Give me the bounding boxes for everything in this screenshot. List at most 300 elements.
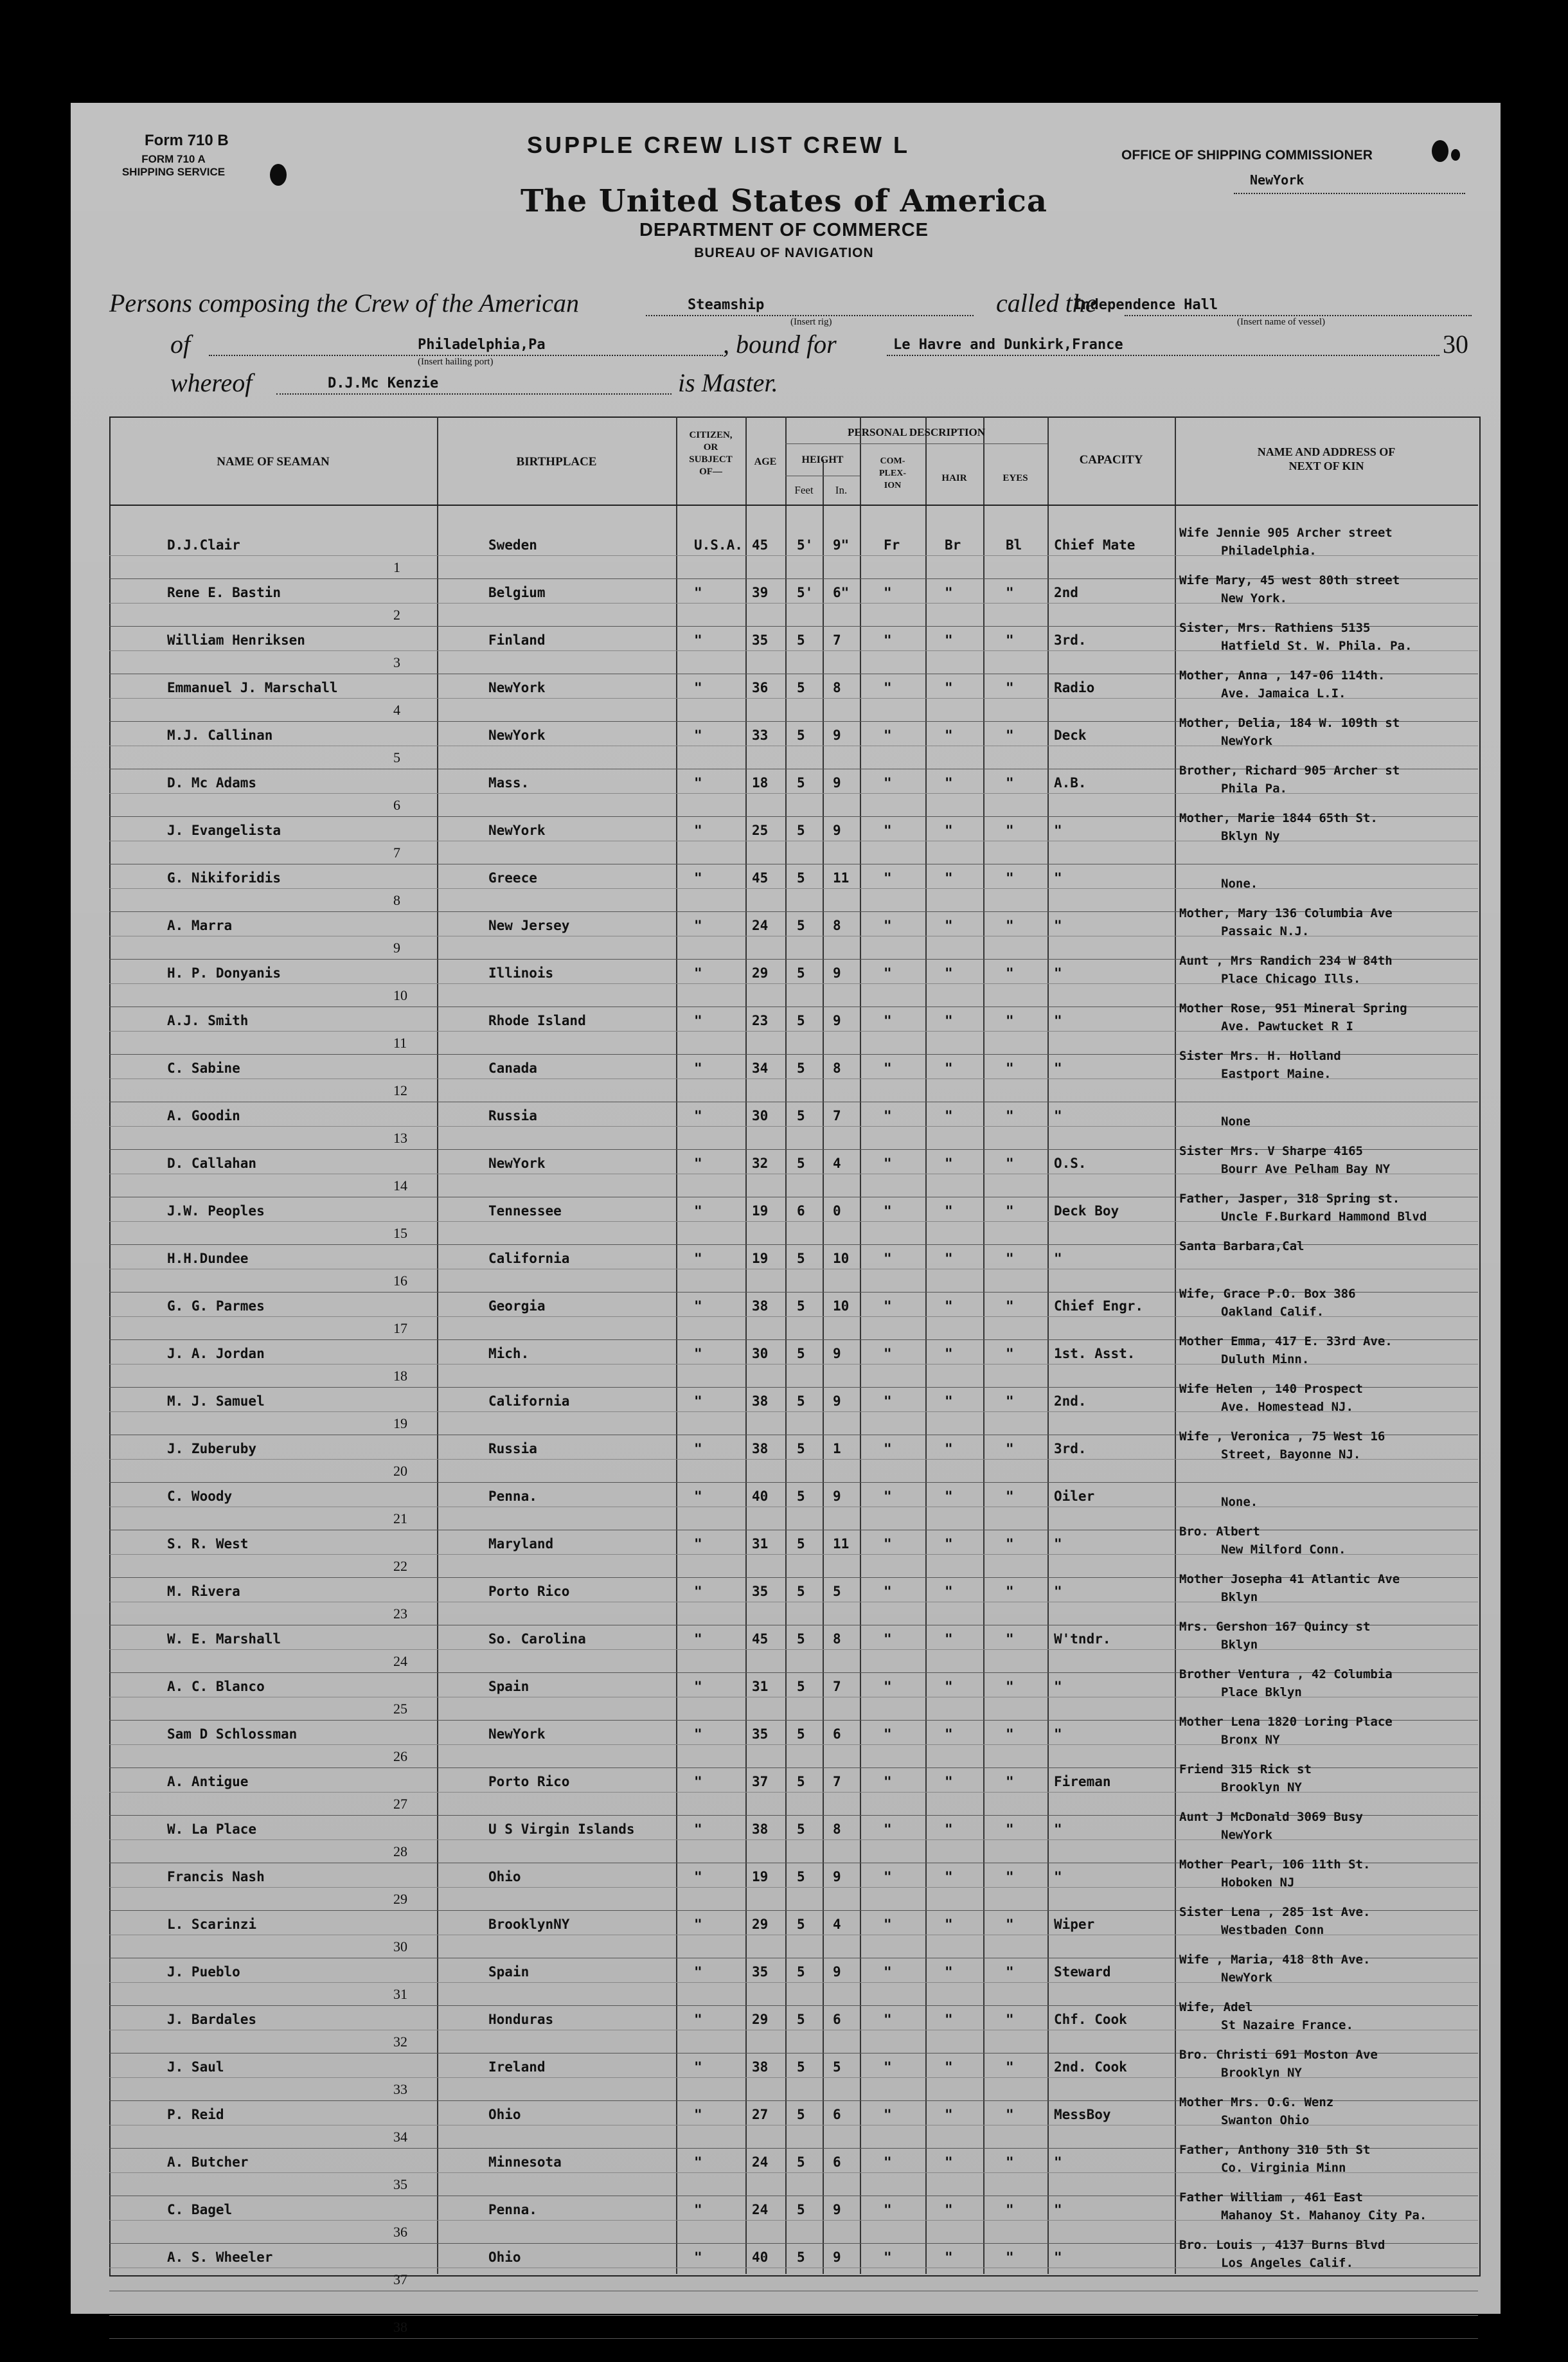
next-of-kin: Wife Helen , 140 Prospect	[1179, 1382, 1363, 1396]
preamble-line1-b: called the	[996, 289, 1097, 318]
crew-name: J.W. Peoples	[167, 1203, 265, 1219]
birthplace: So. Carolina	[488, 1631, 586, 1647]
birthplace: Illinois	[488, 965, 554, 981]
height-inches: 4	[833, 1917, 841, 1932]
hair: "	[945, 965, 953, 981]
birthplace: Russia	[488, 1108, 537, 1123]
age: 19	[752, 1203, 769, 1219]
capacity: Oiler	[1054, 1489, 1095, 1504]
height-inches: 8	[833, 1060, 841, 1076]
punch-hole	[1432, 140, 1448, 162]
next-of-kin: NewYork	[1221, 1828, 1273, 1842]
age: 38	[752, 1441, 769, 1456]
height-inches: 10	[833, 1251, 850, 1266]
eyes: "	[1006, 728, 1014, 743]
height-inches: 7	[833, 632, 841, 648]
height-feet: 5	[797, 1441, 805, 1456]
height-feet: 5'	[797, 537, 814, 553]
citizenship: "	[694, 632, 702, 648]
birthplace: NewYork	[488, 728, 546, 743]
height-inches: 0	[833, 1203, 841, 1219]
capacity: 2nd. Cook	[1054, 2059, 1127, 2075]
height-inches: 8	[833, 1821, 841, 1837]
crew-name: Rene E. Bastin	[167, 585, 281, 600]
eyes: "	[1006, 1726, 1014, 1742]
height-inches: 5	[833, 1584, 841, 1599]
capacity: "	[1054, 918, 1062, 933]
preamble-line2-b: , bound for	[723, 330, 837, 359]
nation-title: The United States of America	[520, 183, 1048, 219]
height-feet: 5	[797, 965, 805, 981]
crew-name: A.J. Smith	[167, 1013, 249, 1028]
port-line	[209, 355, 723, 356]
eyes: "	[1006, 2059, 1014, 2075]
next-of-kin: Bklyn Ny	[1221, 829, 1280, 843]
eyes: "	[1006, 680, 1014, 695]
height-feet: 5	[797, 1679, 805, 1694]
next-of-kin: Mother, Mary 136 Columbia Ave	[1179, 906, 1393, 920]
complexion: "	[884, 918, 892, 933]
citizenship: "	[694, 1203, 702, 1219]
rig-line	[646, 315, 974, 316]
preamble-line3-b: is Master.	[678, 368, 778, 397]
age: 40	[752, 1489, 769, 1504]
height-inches: 7	[833, 1679, 841, 1694]
birthplace: Mass.	[488, 775, 530, 791]
complexion: "	[884, 1013, 892, 1028]
master-line	[276, 393, 672, 395]
age: 45	[752, 537, 769, 553]
next-of-kin: Uncle F.Burkard Hammond Blvd	[1221, 1210, 1427, 1224]
height-feet: 5	[797, 632, 805, 648]
height-feet: 5	[797, 1298, 805, 1314]
next-of-kin: NewYork	[1221, 1971, 1273, 1985]
capacity: Radio	[1054, 680, 1095, 695]
hair: "	[945, 585, 953, 600]
citizenship: "	[694, 1346, 702, 1361]
citizenship: "	[694, 585, 702, 600]
col-header-inches: In.	[835, 484, 848, 496]
row-number: 37	[393, 2271, 407, 2287]
next-of-kin: Mother Pearl, 106 11th St.	[1179, 1857, 1371, 1872]
col-divider	[925, 416, 927, 2274]
eyes: "	[1006, 1156, 1014, 1171]
complexion: "	[884, 1679, 892, 1694]
eyes: "	[1006, 2202, 1014, 2217]
eyes: "	[1006, 1869, 1014, 1884]
birthplace: Porto Rico	[488, 1584, 570, 1599]
bureau-title: BUREAU OF NAVIGATION	[694, 246, 874, 260]
complexion: Fr	[884, 537, 900, 553]
hair: "	[945, 1869, 953, 1884]
complexion: "	[884, 1156, 892, 1171]
birthplace: NewYork	[488, 1156, 546, 1171]
row-rule	[109, 1482, 1478, 1483]
height-inches: 7	[833, 1108, 841, 1123]
next-of-kin: Ave. Homestead NJ.	[1221, 1400, 1353, 1414]
complexion: "	[884, 2059, 892, 2075]
height-inches: 9	[833, 823, 841, 838]
age: 45	[752, 1631, 769, 1647]
citizenship: "	[694, 2012, 702, 2027]
row-rule	[109, 2005, 1478, 2006]
capacity: 2nd.	[1054, 1393, 1087, 1409]
complexion: "	[884, 1869, 892, 1884]
hair: "	[945, 1060, 953, 1076]
birthplace: California	[488, 1393, 570, 1409]
height-inches: 8	[833, 918, 841, 933]
complexion: "	[884, 632, 892, 648]
year-value: 30	[1443, 330, 1468, 359]
next-of-kin: Ave. Jamaica L.I.	[1221, 686, 1346, 701]
birthplace: New Jersey	[488, 918, 570, 933]
age: 31	[752, 1536, 769, 1552]
height-inches: 7	[833, 1774, 841, 1789]
next-of-kin: Wife Jennie 905 Archer street	[1179, 526, 1393, 540]
crew-name: J. Pueblo	[167, 1964, 240, 1980]
row-number: 38	[393, 2319, 407, 2335]
height-feet: 5'	[797, 585, 814, 600]
capacity: O.S.	[1054, 1156, 1087, 1171]
eyes: "	[1006, 1679, 1014, 1694]
next-of-kin: Mrs. Gershon 167 Quincy st	[1179, 1620, 1371, 1634]
eyes: "	[1006, 2012, 1014, 2027]
crew-name: C. Sabine	[167, 1060, 240, 1076]
row-number: 22	[393, 1558, 407, 1574]
col-header-complexion: COM- PLEX- ION	[879, 456, 906, 490]
crew-name: C. Woody	[167, 1489, 233, 1504]
height-feet: 5	[797, 1393, 805, 1409]
age: 35	[752, 632, 769, 648]
next-of-kin: Los Angeles Calif.	[1221, 2256, 1353, 2270]
height-inches: 9	[833, 728, 841, 743]
hair: "	[945, 870, 953, 886]
eyes: "	[1006, 2154, 1014, 2170]
age: 39	[752, 585, 769, 600]
next-of-kin: Passaic N.J.	[1221, 924, 1310, 938]
col-header-age: AGE	[754, 456, 777, 467]
capacity: Deck Boy	[1054, 1203, 1119, 1219]
crew-name: A. Antigue	[167, 1774, 249, 1789]
complexion: "	[884, 823, 892, 838]
hair: "	[945, 823, 953, 838]
birthplace: Finland	[488, 632, 546, 648]
crew-name: A. C. Blanco	[167, 1679, 265, 1694]
next-of-kin: Hatfield St. W. Phila. Pa.	[1221, 639, 1412, 653]
capacity: "	[1054, 1108, 1062, 1123]
age: 18	[752, 775, 769, 791]
next-of-kin: Aunt J McDonald 3069 Busy	[1179, 1810, 1363, 1824]
age: 27	[752, 2107, 769, 2122]
height-feet: 5	[797, 1726, 805, 1742]
crew-name: Francis Nash	[167, 1869, 265, 1884]
hair: "	[945, 1964, 953, 1980]
next-of-kin: Phila Pa.	[1221, 782, 1287, 796]
next-of-kin: None.	[1221, 877, 1258, 891]
age: 19	[752, 1869, 769, 1884]
height-inches: 4	[833, 1156, 841, 1171]
eyes: "	[1006, 1536, 1014, 1552]
next-of-kin: Santa Barbara,Cal	[1179, 1239, 1305, 1253]
height-inches: 8	[833, 680, 841, 695]
hair: "	[945, 918, 953, 933]
birthplace: NewYork	[488, 1726, 546, 1742]
row-number: 31	[393, 1986, 407, 2002]
hair: "	[945, 1441, 953, 1456]
vessel-value: Independence Hall	[1073, 297, 1218, 313]
eyes: "	[1006, 1346, 1014, 1361]
capacity: Wiper	[1054, 1917, 1095, 1932]
height-feet: 5	[797, 1584, 805, 1599]
row-subrule	[109, 1126, 1478, 1127]
next-of-kin: Eastport Maine.	[1221, 1067, 1332, 1081]
next-of-kin: Ave. Pawtucket R I	[1221, 1019, 1353, 1033]
row-number: 36	[393, 2224, 407, 2240]
birthplace: BrooklynNY	[488, 1917, 570, 1932]
age: 32	[752, 1156, 769, 1171]
row-number: 13	[393, 1130, 407, 1146]
birthplace: Canada	[488, 1060, 537, 1076]
eyes: "	[1006, 1393, 1014, 1409]
row-number: 25	[393, 1701, 407, 1717]
height-feet: 5	[797, 1251, 805, 1266]
eyes: Bl	[1006, 537, 1022, 553]
next-of-kin: Father William , 461 East	[1179, 2190, 1363, 2205]
next-of-kin: Westbaden Conn	[1221, 1923, 1324, 1937]
hair: "	[945, 2250, 953, 2265]
col-header-birthplace: BIRTHPLACE	[516, 455, 597, 469]
capacity: 2nd	[1054, 585, 1078, 600]
capacity: "	[1054, 1821, 1062, 1837]
row-number: 5	[393, 749, 400, 765]
next-of-kin: Bro. Albert	[1179, 1525, 1260, 1539]
birthplace: Spain	[488, 1964, 530, 1980]
complexion: "	[884, 1536, 892, 1552]
height-inches: 9	[833, 2250, 841, 2265]
row-number: 33	[393, 2081, 407, 2097]
crew-name: A. Marra	[167, 918, 233, 933]
col-divider	[676, 416, 677, 2274]
complexion: "	[884, 965, 892, 981]
hair: "	[945, 1536, 953, 1552]
height-inches: 6"	[833, 585, 850, 600]
next-of-kin: Mahanoy St. Mahanoy City Pa.	[1221, 2208, 1427, 2223]
next-of-kin: Brother Ventura , 42 Columbia	[1179, 1667, 1393, 1681]
next-of-kin: Mother, Delia, 184 W. 109th st	[1179, 716, 1400, 730]
hair: "	[945, 2202, 953, 2217]
hair: "	[945, 1013, 953, 1028]
preamble-line2-a: of	[170, 330, 191, 359]
hair: "	[945, 1821, 953, 1837]
office-label: OFFICE OF SHIPPING COMMISSIONER	[1121, 148, 1373, 163]
next-of-kin: Brooklyn NY	[1221, 1780, 1302, 1794]
complexion: "	[884, 1726, 892, 1742]
height-inches: 9	[833, 965, 841, 981]
next-of-kin: Bronx NY	[1221, 1733, 1280, 1747]
complexion: "	[884, 775, 892, 791]
next-of-kin: Brooklyn NY	[1221, 2066, 1302, 2080]
age: 35	[752, 1964, 769, 1980]
row-number: 8	[393, 892, 400, 908]
eyes: "	[1006, 1584, 1014, 1599]
eyes: "	[1006, 1203, 1014, 1219]
col-header-hair: HAIR	[941, 473, 967, 483]
next-of-kin: Wife, Adel	[1179, 2000, 1253, 2014]
citizenship: "	[694, 2059, 702, 2075]
next-of-kin: Bro. Louis , 4137 Burns Blvd	[1179, 2238, 1385, 2252]
row-number: 28	[393, 1843, 407, 1859]
age: 30	[752, 1108, 769, 1123]
vessel-line	[1125, 315, 1472, 316]
hair: "	[945, 1917, 953, 1932]
hair: "	[945, 1631, 953, 1647]
citizenship: "	[694, 2154, 702, 2170]
punch-hole	[1451, 149, 1460, 161]
height-feet: 6	[797, 1203, 805, 1219]
hair: "	[945, 2154, 953, 2170]
height-feet: 5	[797, 823, 805, 838]
eyes: "	[1006, 823, 1014, 838]
complexion: "	[884, 1346, 892, 1361]
row-number: 30	[393, 1938, 407, 1955]
citizenship: "	[694, 1964, 702, 1980]
capacity: "	[1054, 2250, 1062, 2265]
height-feet: 5	[797, 1108, 805, 1123]
next-of-kin: Swanton Ohio	[1221, 2113, 1310, 2127]
capacity: Fireman	[1054, 1774, 1111, 1789]
birthplace: U S Virgin Islands	[488, 1821, 635, 1837]
birthplace: Sweden	[488, 537, 537, 553]
age: 38	[752, 1298, 769, 1314]
birthplace: Greece	[488, 870, 537, 886]
next-of-kin: Father, Anthony 310 5th St	[1179, 2143, 1371, 2157]
next-of-kin: Sister Mrs. V Sharpe 4165	[1179, 1144, 1363, 1158]
crew-name: W. E. Marshall	[167, 1631, 281, 1647]
eyes: "	[1006, 965, 1014, 981]
citizenship: "	[694, 1821, 702, 1837]
punch-hole	[270, 164, 287, 186]
hair: "	[945, 1203, 953, 1219]
complexion: "	[884, 2202, 892, 2217]
citizenship: "	[694, 2250, 702, 2265]
height-inches: 1	[833, 1441, 841, 1456]
row-number: 26	[393, 1748, 407, 1764]
next-of-kin: Mother, Marie 1844 65th St.	[1179, 811, 1378, 825]
next-of-kin: Bklyn	[1221, 1590, 1258, 1604]
hair: "	[945, 1156, 953, 1171]
hair: "	[945, 1251, 953, 1266]
height-inches: 6	[833, 2012, 841, 2027]
capacity: Chf. Cook	[1054, 2012, 1127, 2027]
age: 24	[752, 2154, 769, 2170]
birthplace: Rhode Island	[488, 1013, 586, 1028]
height-inches: 9	[833, 1869, 841, 1884]
height-inches: 6	[833, 1726, 841, 1742]
height-inches: 9	[833, 1346, 841, 1361]
eyes: "	[1006, 1631, 1014, 1647]
eyes: "	[1006, 1441, 1014, 1456]
complexion: "	[884, 1584, 892, 1599]
form-number: Form 710 B	[145, 132, 229, 149]
complexion: "	[884, 1489, 892, 1504]
next-of-kin: Bourr Ave Pelham Bay NY	[1221, 1162, 1391, 1176]
row-number: 9	[393, 940, 400, 956]
crew-name: M. J. Samuel	[167, 1393, 265, 1409]
row-number: 16	[393, 1273, 407, 1289]
next-of-kin: None	[1221, 1114, 1251, 1129]
eyes: "	[1006, 1298, 1014, 1314]
capacity: "	[1054, 1060, 1062, 1076]
eyes: "	[1006, 1489, 1014, 1504]
capacity: W'tndr.	[1054, 1631, 1111, 1647]
col-header-eyes: EYES	[1002, 473, 1028, 483]
height-inches: 9	[833, 2202, 841, 2217]
row-subrule	[109, 888, 1478, 889]
hair: "	[945, 728, 953, 743]
height-inches: 6	[833, 2154, 841, 2170]
birthplace: Tennessee	[488, 1203, 562, 1219]
next-of-kin: New Milford Conn.	[1221, 1543, 1346, 1557]
complexion: "	[884, 1298, 892, 1314]
height-feet: 5	[797, 1489, 805, 1504]
height-feet: 5	[797, 2202, 805, 2217]
citizenship: "	[694, 1013, 702, 1028]
crew-name: H. P. Donyanis	[167, 965, 281, 981]
age: 37	[752, 1774, 769, 1789]
complexion: "	[884, 2250, 892, 2265]
height-feet: 5	[797, 870, 805, 886]
height-feet: 5	[797, 1869, 805, 1884]
birthplace: Belgium	[488, 585, 546, 600]
next-of-kin: Place Bklyn	[1221, 1685, 1302, 1699]
birthplace: Penna.	[488, 2202, 537, 2217]
capacity: "	[1054, 1679, 1062, 1694]
birthplace: Minnesota	[488, 2154, 562, 2170]
height-inches: 11	[833, 1536, 850, 1552]
header-bottom	[109, 505, 1478, 506]
hair: "	[945, 1108, 953, 1123]
citizenship: "	[694, 2107, 702, 2122]
crew-name: A. Goodin	[167, 1108, 240, 1123]
complexion: "	[884, 1108, 892, 1123]
height-inches: 9	[833, 1489, 841, 1504]
col-divider	[1175, 416, 1176, 2274]
complexion: "	[884, 680, 892, 695]
complexion: "	[884, 2012, 892, 2027]
row-number: 23	[393, 1606, 407, 1622]
col-header-citizen: CITIZEN, OR SUBJECT OF—	[689, 430, 733, 477]
age: 24	[752, 2202, 769, 2217]
birthplace: NewYork	[488, 823, 546, 838]
row-subrule	[109, 1649, 1478, 1650]
next-of-kin: Sister Lena , 285 1st Ave.	[1179, 1905, 1371, 1919]
row-number: 19	[393, 1415, 407, 1431]
hair: "	[945, 1584, 953, 1599]
row-number: 1	[393, 559, 400, 575]
birthplace: Spain	[488, 1679, 530, 1694]
age: 34	[752, 1060, 769, 1076]
age: 25	[752, 823, 769, 838]
citizenship: "	[694, 1584, 702, 1599]
rig-value: Steamship	[688, 297, 765, 313]
next-of-kin: Mother Lena 1820 Loring Place	[1179, 1715, 1393, 1729]
document-title: SUPPLE CREW LIST CREW L	[527, 132, 910, 158]
capacity: A.B.	[1054, 775, 1087, 791]
height-feet: 5	[797, 2107, 805, 2122]
citizenship: "	[694, 1631, 702, 1647]
eyes: "	[1006, 2107, 1014, 2122]
crew-name: J. Evangelista	[167, 823, 281, 838]
